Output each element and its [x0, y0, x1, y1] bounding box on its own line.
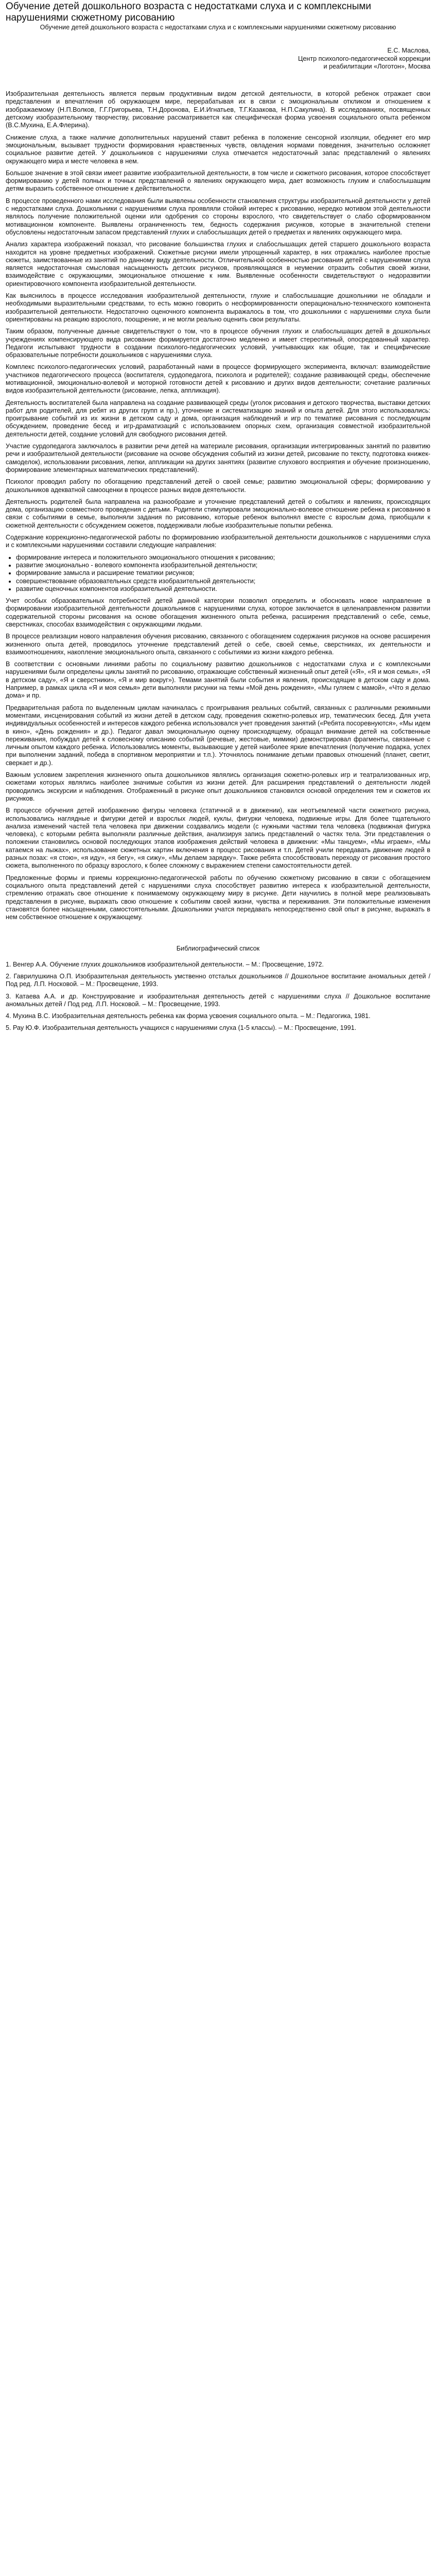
bibliography-item: 3. Катаева А.А. и др. Конструирование и изобразительная деятельность детей с нарушениями слуха // Дошкольное воспитание аномальных детей / Под ред. Л.П. Носковой. – М.: Просвещение, 1993.: [6, 992, 430, 1008]
bibliography-list: [6, 961, 430, 1032]
body-paragraph: В процессе обучения детей изображению фигуры человека (статичной и в движении), как неотъемлемой части сюжетного рисунка, использовались наглядные и фигурки детей и взрослых людей, куклы, фигурки человека, подвижные игры. Для более тщательного анализа изменений частей тела человека при движении создавались модели (с нужными частями тела человека (подвижная фигурка человека), с которыми ребята выполняли различные действия, анализируя запись представлений о частях тела. Эти представления о положении становились основой последующих этапов изображения действий человека в движении: «Мы танцуем», «Мы играем», «Мы катаемся на лыжах», использование сюжетных картин включения в процесс рисования и т.п. Детей учили передавать движение людей в разных позах: «я стою», «я иду», «я бегу», «я сижу», «Мы делаем зарядку». Также ребята способствовать переходу от рисования простого сюжета, выполненного по образцу взрослого, к более сложному с выражением степени самостоятельности детей.: [6, 807, 430, 870]
list-item: • развитие эмоционально - волевого компонента изобразительной деятельности;: [16, 562, 430, 569]
document-subtitle: Обучение детей дошкольного возраста с недостатками слуха и с комплексными нарушениями сюжетному рисованию: [40, 24, 396, 31]
author-org-line-1: Центр психолого-педагогической коррекции: [298, 55, 430, 62]
body-paragraph: Анализ характера изображений показал, что рисование большинства глухих и слабослышащих детей старшего дошкольного возраста находится на уровне предметных изображений. Сюжетные рисунки имели упрощенный характер, в них отражались наиболее простые сюжеты, заимствованные из занятий по данному виду деятельности. Отличительной особенностью рисования детей с нарушениями слуха является недостаточная смысловая насыщенность детских рисунков, проявляющаяся в неумении отразить события своей жизни, взаимодействие с окружающими, эмоциональное отношение к ним. Выявленные особенности свидетельствуют о недоразвитии ориентировочного компонента изобразительной деятельности.: [6, 241, 430, 287]
bibliography-item: 1. Венгер А.А. Обучение глухих дошкольников изобразительной деятельности. – М.: Просвещение, 1972.: [6, 960, 324, 968]
article-body: [6, 90, 430, 921]
list-item: • развитие оценочных компонентов изобразительной деятельности.: [16, 585, 430, 593]
body-paragraph: Таким образом, полученные данные свидетельствуют о том, что в процессе обучения глухих и слабослышащих детей в дошкольных учреждениях компенсирующего вида рисование формируется достаточно медленно и имеет стереотипный, опосредованный характер. Педагоги испытывают трудности в создании психолого-педагогических условий, учитывающих как общие, так и специфические образовательные потребности дошкольников с нарушениями слуха.: [6, 328, 430, 359]
list-item: • совершенствование образовательных средств изобразительной деятельности;: [16, 578, 430, 585]
body-paragraph: Психолог проводил работу по обогащению представлений детей о своей семье; развитию эмоциональной сферы; формированию у дошкольников адекватной самооценки в процессе разных видов деятельности.: [6, 478, 430, 494]
body-paragraph: Как выяснилось в процессе исследования изобразительной деятельности, глухие и слабослышащие дошкольники не обладали и необходимыми выразительными средствами, то есть можно говорить о несформированности операционально-технического компонента изобразительной деятельности. Недостаточно оценочного компонента выражалось в том, что дошкольники с нарушениями слуха были ориентированы на реакцию взрослого, поощрение, и не могли реально оценить свои результаты.: [6, 292, 430, 323]
body-paragraph: Изобразительная деятельность является первым продуктивным видом детской деятельности, в которой ребенок отражает свои представления и впечатления об окружающем мире, перерабатывая их в связи с эмоциональным откликом и отношением к изображаемому (Н.П.Волков, Г.Г.Григорьева, Т.Н.Доронова, Е.И.Игнатьев, Т.Г.Казакова, Н.П.Сакулина). В исследованиях, посвященных детскому изобразительному творчеству, рисование рассматривается как специфическая форма усвоения социального опыта ребенком (В.С.Мухина, Е.А.Флерина).: [6, 90, 430, 129]
bibliography-item: 5. Рау Ю.Ф. Изобразительная деятельность учащихся с нарушениями слуха (1-5 классы). – М.: Просвещение, 1991.: [6, 1024, 357, 1032]
body-paragraph: Содержание коррекционно-педагогической работы по формированию изобразительной деятельности дошкольников с нарушениями слуха и с комплексными нарушениями составили следующие направления:: [6, 534, 430, 549]
author-name: Е.С. Маслова,: [387, 47, 430, 55]
body-paragraph: Предварительная работа по выделенным циклам начиналась с проигрывания реальных событий, связанных с различными режимными моментами, инсценирования событий из жизни детей в детском саду, проведения сюжетно-ролевых игр, тематических бесед. Для учета индивидуальных особенностей и интересов каждого ребенка использовался учет проведения занятий («Ребята посоревнуются», «Мы идем в кино», «День рождения» и др.). Педагог давал эмоциональную оценку происходящему, обращал внимание детей на собственные переживания, побуждал детей к словесному описанию событий (речевые, жестовые, мимики) демонстрировал фрагменты, связанные с личным опытом каждого ребенка. Использовались моменты, вызывающие у детей наиболее яркие впечатления (получение подарка, успех при выполнении заданий, победа в спортивном мероприятии и т.п.). Уточнялось понимание детьми правовых отношений (планет, светит, сверкает и др.).: [6, 704, 430, 767]
bibliography-item: 2. Гаврилушкина О.П. Изобразительная деятельность умственно отсталых дошкольников // Дошкольное воспитание аномальных детей / Под ред. Л.П. Носковой. – М.: Просвещение, 1993.: [6, 972, 430, 988]
author-block: [6, 47, 430, 71]
bibliography-item: 4. Мухина В.С. Изобразительная деятельность ребенка как форма усвоения социального опыта. – М.: Педагогика, 1981.: [6, 1012, 371, 1020]
list-item: • формирование замысла и расширение тематики рисунков;: [16, 569, 430, 577]
body-paragraph: Учет особых образовательных потребностей детей данной категории позволил определить и обосновать новое направление в формировании изобразительной деятельности дошкольников с нарушениями слуха, которое заключается в целенаправленном развитии содержательной стороны рисования на основе обогащения жизненного опыта ребенка, расширения представлений о себе, семье, сверстниках, способах взаимодействия с окружающими людьми.: [6, 597, 430, 628]
body-paragraph: Комплекс психолого-педагогических условий, разработанный нами в процессе формирующего эксперимента, включал: взаимодействие участников педагогического процесса (воспитателя, сурдопедагога, психолога и родителей); создание развивающей среды, обеспечение мотивационной, эмоционально-волевой и моторной готовности детей к рисованию и других видов деятельности; сочетание различных видов изобразительной деятельности (рисование, лепка, аппликация).: [6, 363, 430, 395]
body-paragraph: Важным условием закрепления жизненного опыта дошкольников являлись организация сюжетно-ролевых игр и театрализованных игр, сюжетами которых являлись наиболее значимые события из жизни детей. Для расширения представлений о деятельности людей проводились экскурсии и наблюдения. Отображенный в рисунке опыт дошкольников становился основой определения тем и сюжетов их рисунков.: [6, 771, 430, 802]
bibliography-title: Библиографический список: [176, 945, 260, 953]
body-paragraph: Участие сурдопедагога заключалось в развитии речи детей на материале рисования, организации интегрированных занятий по развитию речи и изобразительной деятельности (рисование на основе обсуждения событий из жизни детей, рисование по тексту, подготовка книжек-самоделок), использовании рисования, лепки, аппликации на других занятиях (развитие слухового восприятия и обучение произношению, формирование элементарных математических представлений).: [6, 443, 430, 473]
body-paragraph: В процессе реализации нового направления обучения рисованию, связанного с обогащением содержания рисунков на основе расширения жизненного опыта детей, проводилось уточнение представлений детей о себе, своей семье, сверстниках, их деятельности и взаимоотношениях, накопление эмоционального опыта, связанного с событиями из жизни каждого ребенка.: [6, 633, 430, 656]
document-page: [0, 0, 436, 1047]
body-paragraph: Деятельность воспитателей была направлена на создание развивающей среды (уголок рисования и детского творчества, выставки детских работ для родителей, для ребят из других групп и пр.), уточнение и систематизацию знаний и опыта детей. Для этого использовались: проигрывание событий из их жизни в детском саду и дома, организация наблюдений и игр по тематике рисования с последующим обсуждением, проведение бесед и игр-драматизаций с использованием опорных схем, организация совместной изобразительной деятельности детей, создание условий для свободного рисования детей.: [6, 399, 430, 438]
document-title: Обучение детей дошкольного возраста с недостатками слуха и с комплексными нарушениями сюжетному рисованию: [6, 1, 372, 23]
author-org-line-2: и реабилитации «Логотон», Москва: [323, 62, 430, 70]
body-paragraph: Снижение слуха, а также наличие дополнительных нарушений ставит ребенка в положение сенсорной изоляции, обедняет его мир эмоциональным, вызывает трудности формирования нравственных чувств, овладения нормами поведения, значительно осложняет социальное развитие детей. У дошкольников с нарушениями слуха отмечается недостаточный запас представлений о явлениях окружающего мира и месте человека в нем.: [6, 133, 430, 165]
list-item: • формирование интереса и положительного эмоционального отношения к рисованию;: [16, 554, 430, 562]
body-paragraph: Предложенные формы и приемы коррекционно-педагогической работы по обучению сюжетному рисованию в связи с обогащением социального опыта представлений детей с нарушениями слуха способствует развитию интереса к изобразительной деятельности, стремлению отражать свое отношение к понимаемому окружающему миру в рисунке. Дети научились в полной мере реализовывать представления в рисунке, выражать свою отношение к событиям своей жизни, чувства и переживания. Эти положительные изменения становятся более насыщенными, самостоятельными. Дошкольники учатся передавать непосредственно свой опыт в рисунке, выражать в нем собственное отношение к окружающему.: [6, 874, 430, 921]
work-directions-list: [6, 554, 430, 593]
body-paragraph: Большое значение в этой связи имеет развитие изобразительной деятельности, в том числе и сюжетного рисования, которое способствует формированию у детей полных и точных представлений о явлениях окружающего мира, дает возможность глухим и слабослышащим детям выразить собственное отношение к действительности.: [6, 169, 430, 193]
body-paragraph: В процессе проведенного нами исследования были выявлены особенности становления структуры изобразительной деятельности у детей с недостатками слуха. Дошкольники с нарушениями слуха проявляли стойкий интерес к рисованию, нередко мотивом этой деятельности являлось получение положительной оценки или одобрения со стороны взрослого, что свидетельствует о слабо сформированном мотивационном компоненте. Выявлены ограниченность тем, бедность содержания рисунков, которые в значительной степени обусловлены недостаточным запасом представлений глухих и слабослышащих детей о предметах и явлениях окружающего мира.: [6, 197, 430, 236]
body-paragraph: Деятельность родителей была направлена на разнообразие и уточнение представлений детей о событиях и явлениях, происходящих дома, организацию совместного проведения с детьми. Родители стимулировали эмоционально-волевое отношение ребенка к рисованию в связи с событиями в семье, выполняли задания по рисованию, которые ребенок выполнял вместе с взрослым дома, приобщали к сюжетной деятельности с обсуждением сюжетов, поддерживали любые изобразительные попытки ребенка.: [6, 498, 430, 529]
body-paragraph: В соответствии с основными линиями работы по социальному развитию дошкольников с недостатками слуха и с комплексными нарушениями были определены циклы занятий по рисованию, отражающие собственный жизненный опыт детей («Я», «Я и моя семья», «Я в детском саду», «Я и сверстники», «Я и мир вокруг»). Темами занятий были события и явления, происходящие в детском саду и дома. Например, в рамках цикла «Я и моя семья» дети выполняли рисунки на темы «Мой день рождения», «Мы гуляем с мамой», «Что я делаю дома» и пр.: [6, 660, 430, 700]
